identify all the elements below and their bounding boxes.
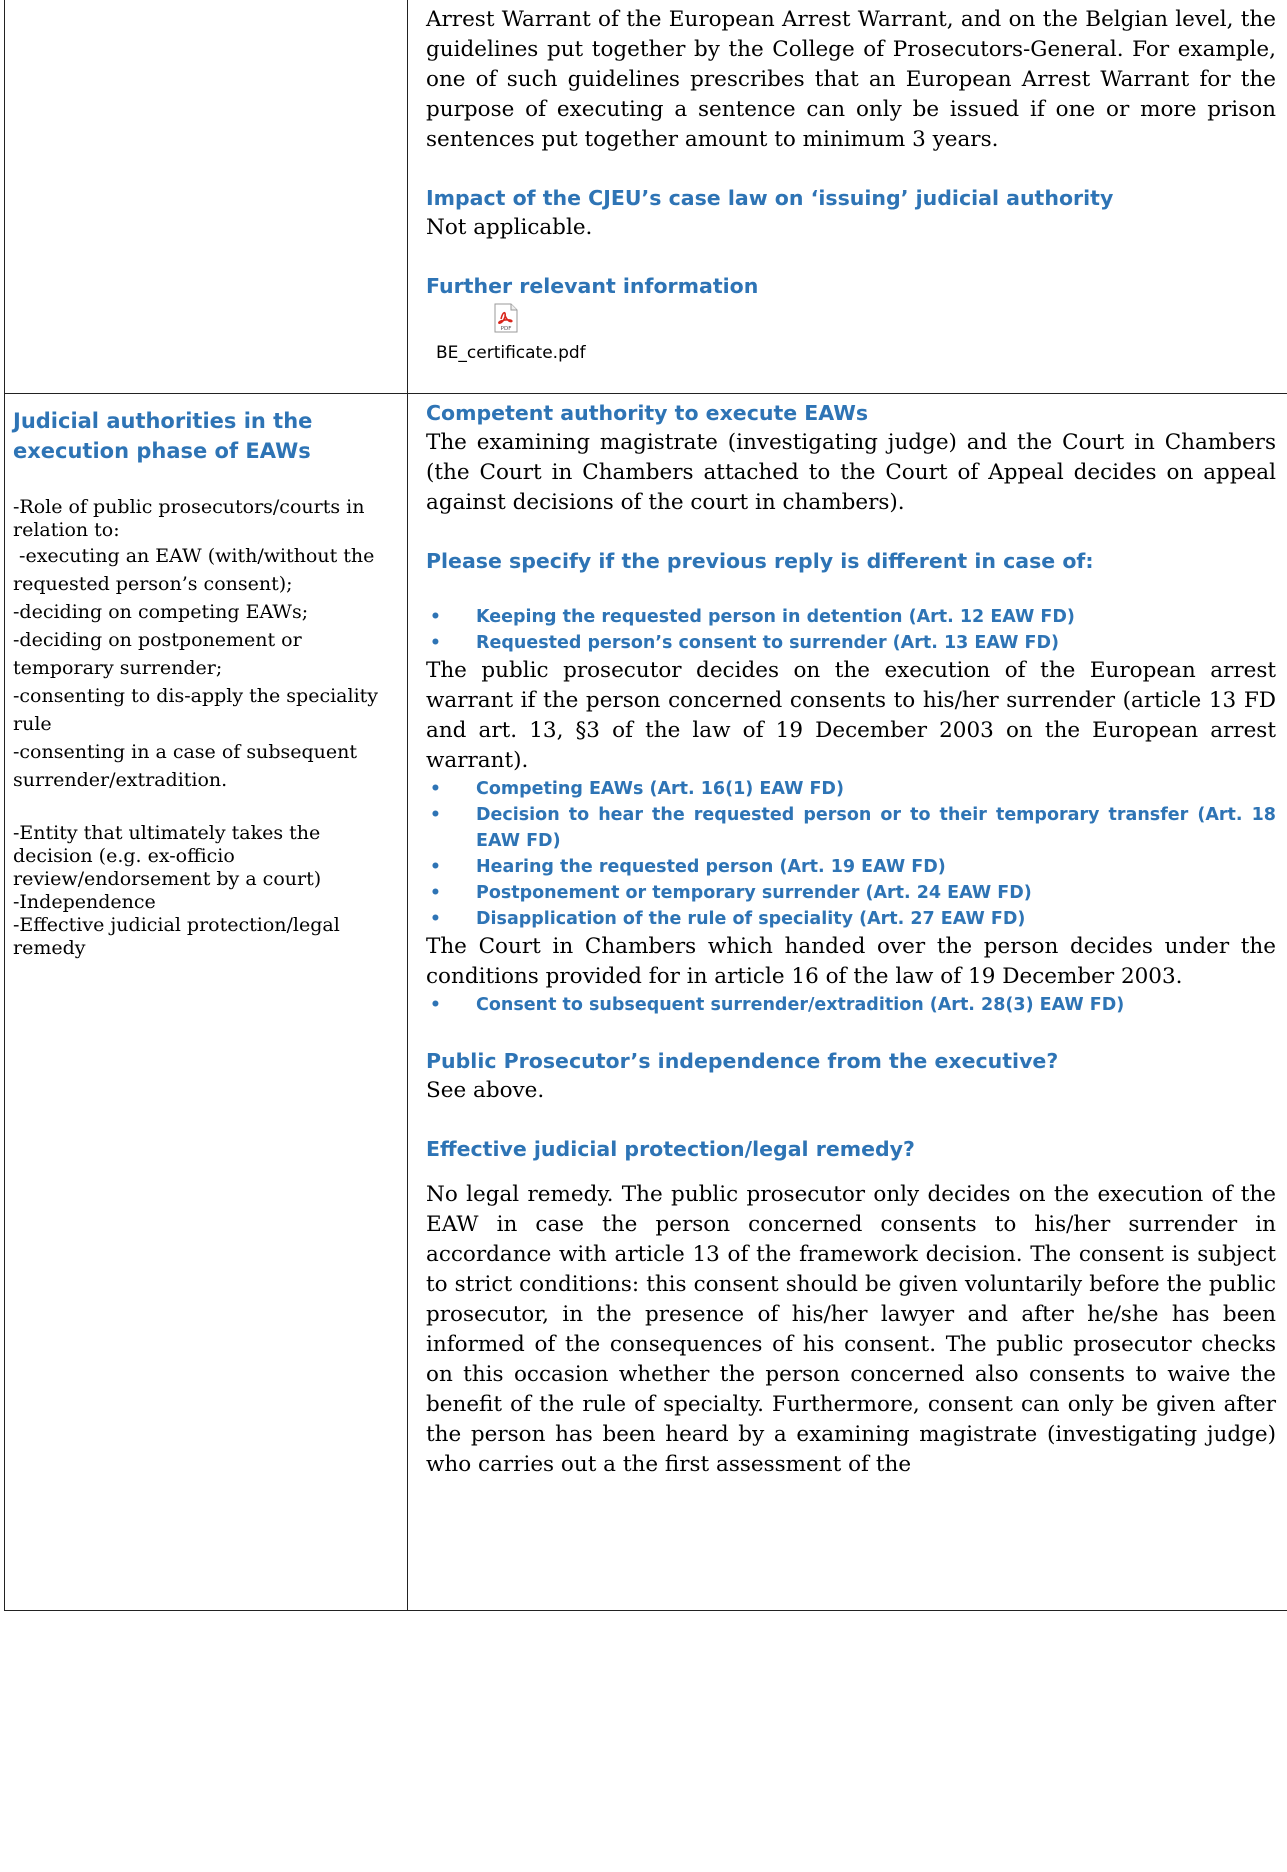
- issuing-intro-paragraph: Arrest Warrant of the European Arrest Warrant, and on the Belgian level, the guidelines put together by the College of Prosecutors-General. For example, one of such guidelines prescribes that an European Arrest Warrant for the purpose of executing a sentence can only be issued if one or more prison sentences put together amount to minimum 3 years.: [426, 7, 1276, 152]
- role-line: -consenting to dis-apply the speciality rule: [13, 685, 379, 735]
- list-item: • Consent to subsequent surrender/extradition (Art. 28(3) EAW FD): [426, 992, 1276, 1018]
- competent-authority-text: The examining magistrate (investigating judge) and the Court in Chambers (the Court in Chambers attached to the Court of Appeal decides on appeal against decisions of the court in chambers).: [426, 430, 1276, 515]
- issuing-left-cell: [5, 0, 408, 394]
- list-item: • Postponement or temporary surrender (Art. 24 EAW FD): [426, 880, 1276, 906]
- entity-list: [13, 822, 393, 960]
- role-line: -Role of public prosecutors/courts in relation to:: [13, 496, 365, 541]
- legal-remedy-heading: Effective judicial protection/legal remedy?: [426, 1137, 915, 1161]
- execution-left-cell: [5, 394, 408, 1611]
- list-item: • Disapplication of the rule of speciality (Art. 27 EAW FD): [426, 906, 1276, 932]
- independence-text: See above.: [426, 1078, 545, 1103]
- pdf-attachment[interactable]: [436, 303, 586, 365]
- list-item: • Competing EAWs (Art. 16(1) EAW FD): [426, 776, 1276, 802]
- cjeu-text: Not applicable.: [426, 215, 593, 240]
- role-line: -deciding on competing EAWs;: [13, 601, 309, 623]
- pdf-icon-label: PDF: [500, 326, 512, 332]
- role-list: [13, 496, 393, 794]
- entity-line: -Entity that ultimately takes the decision (e.g. ex-officio review/endorsement by a court): [13, 822, 322, 890]
- eaw-table: [4, 0, 1287, 1611]
- entity-line: -Effective judicial protection/legal remedy: [13, 914, 340, 959]
- issuing-right-cell: [408, 0, 1287, 394]
- role-line: -deciding on postponement or temporary surrender;: [13, 629, 302, 679]
- execution-left-heading: Judicial authorities in the execution phase of EAWs: [13, 409, 313, 463]
- consent-text: The public prosecutor decides on the execution of the European arrest warrant if the person concerned consents to his/her surrender (article 13 FD and art. 13, §3 of the law of 19 December 2003 on the European arrest warrant).: [426, 658, 1276, 773]
- list-item: • Hearing the requested person (Art. 19 EAW FD): [426, 854, 1276, 880]
- issuing-row: [5, 0, 1287, 394]
- execution-right-cell: [408, 394, 1287, 1611]
- list-item: • Decision to hear the requested person or to their temporary transfer (Art. 18 EAW FD): [426, 802, 1276, 854]
- list-item: • Requested person’s consent to surrender (Art. 13 EAW FD): [426, 630, 1276, 656]
- pdf-filename[interactable]: BE_certificate.pdf: [436, 343, 586, 363]
- execution-row: [5, 394, 1287, 1611]
- bullet-list-articles: [426, 776, 1276, 932]
- list-item: • Keeping the requested person in detention (Art. 12 EAW FD): [426, 604, 1276, 630]
- cjeu-heading: Impact of the CJEU’s case law on ‘issuing’ judicial authority: [426, 186, 1114, 210]
- legal-remedy-text: No legal remedy. The public prosecutor only decides on the execution of the EAW in case the person concerned consents to his/her surrender in accordance with article 13 of the framework decision. The consent is subject to strict conditions: this consent should be given voluntarily before the public prosecutor, in the presence of his/her lawyer and after he/she has been informed of the consequences of his consent. The public prosecutor checks on this occasion whether the person concerned also consents to waive the benefit of the rule of specialty. Furthermore, consent can only be given after the person has been heard by a examining magistrate (investigating judge) who carries out a the first assessment of the: [426, 1182, 1276, 1477]
- entity-line: -Independence: [13, 891, 156, 913]
- role-line: -consenting in a case of subsequent surrender/extradition.: [13, 741, 358, 791]
- competent-authority-heading: Competent authority to execute EAWs: [426, 401, 869, 425]
- court-in-chambers-text: The Court in Chambers which handed over the person decides under the conditions provided for in article 16 of the law of 19 December 2003.: [426, 934, 1276, 989]
- bullet-list-detention-consent: [426, 604, 1276, 656]
- specify-heading: Please specify if the previous reply is different in case of:: [426, 549, 1094, 573]
- independence-heading: Public Prosecutor’s independence from the executive?: [426, 1049, 1059, 1073]
- role-line: -executing an EAW (with/without the requested person’s consent);: [13, 545, 381, 595]
- bullet-list-subsequent: [426, 992, 1276, 1018]
- further-info-heading: Further relevant information: [426, 274, 759, 298]
- pdf-icon: [494, 303, 518, 333]
